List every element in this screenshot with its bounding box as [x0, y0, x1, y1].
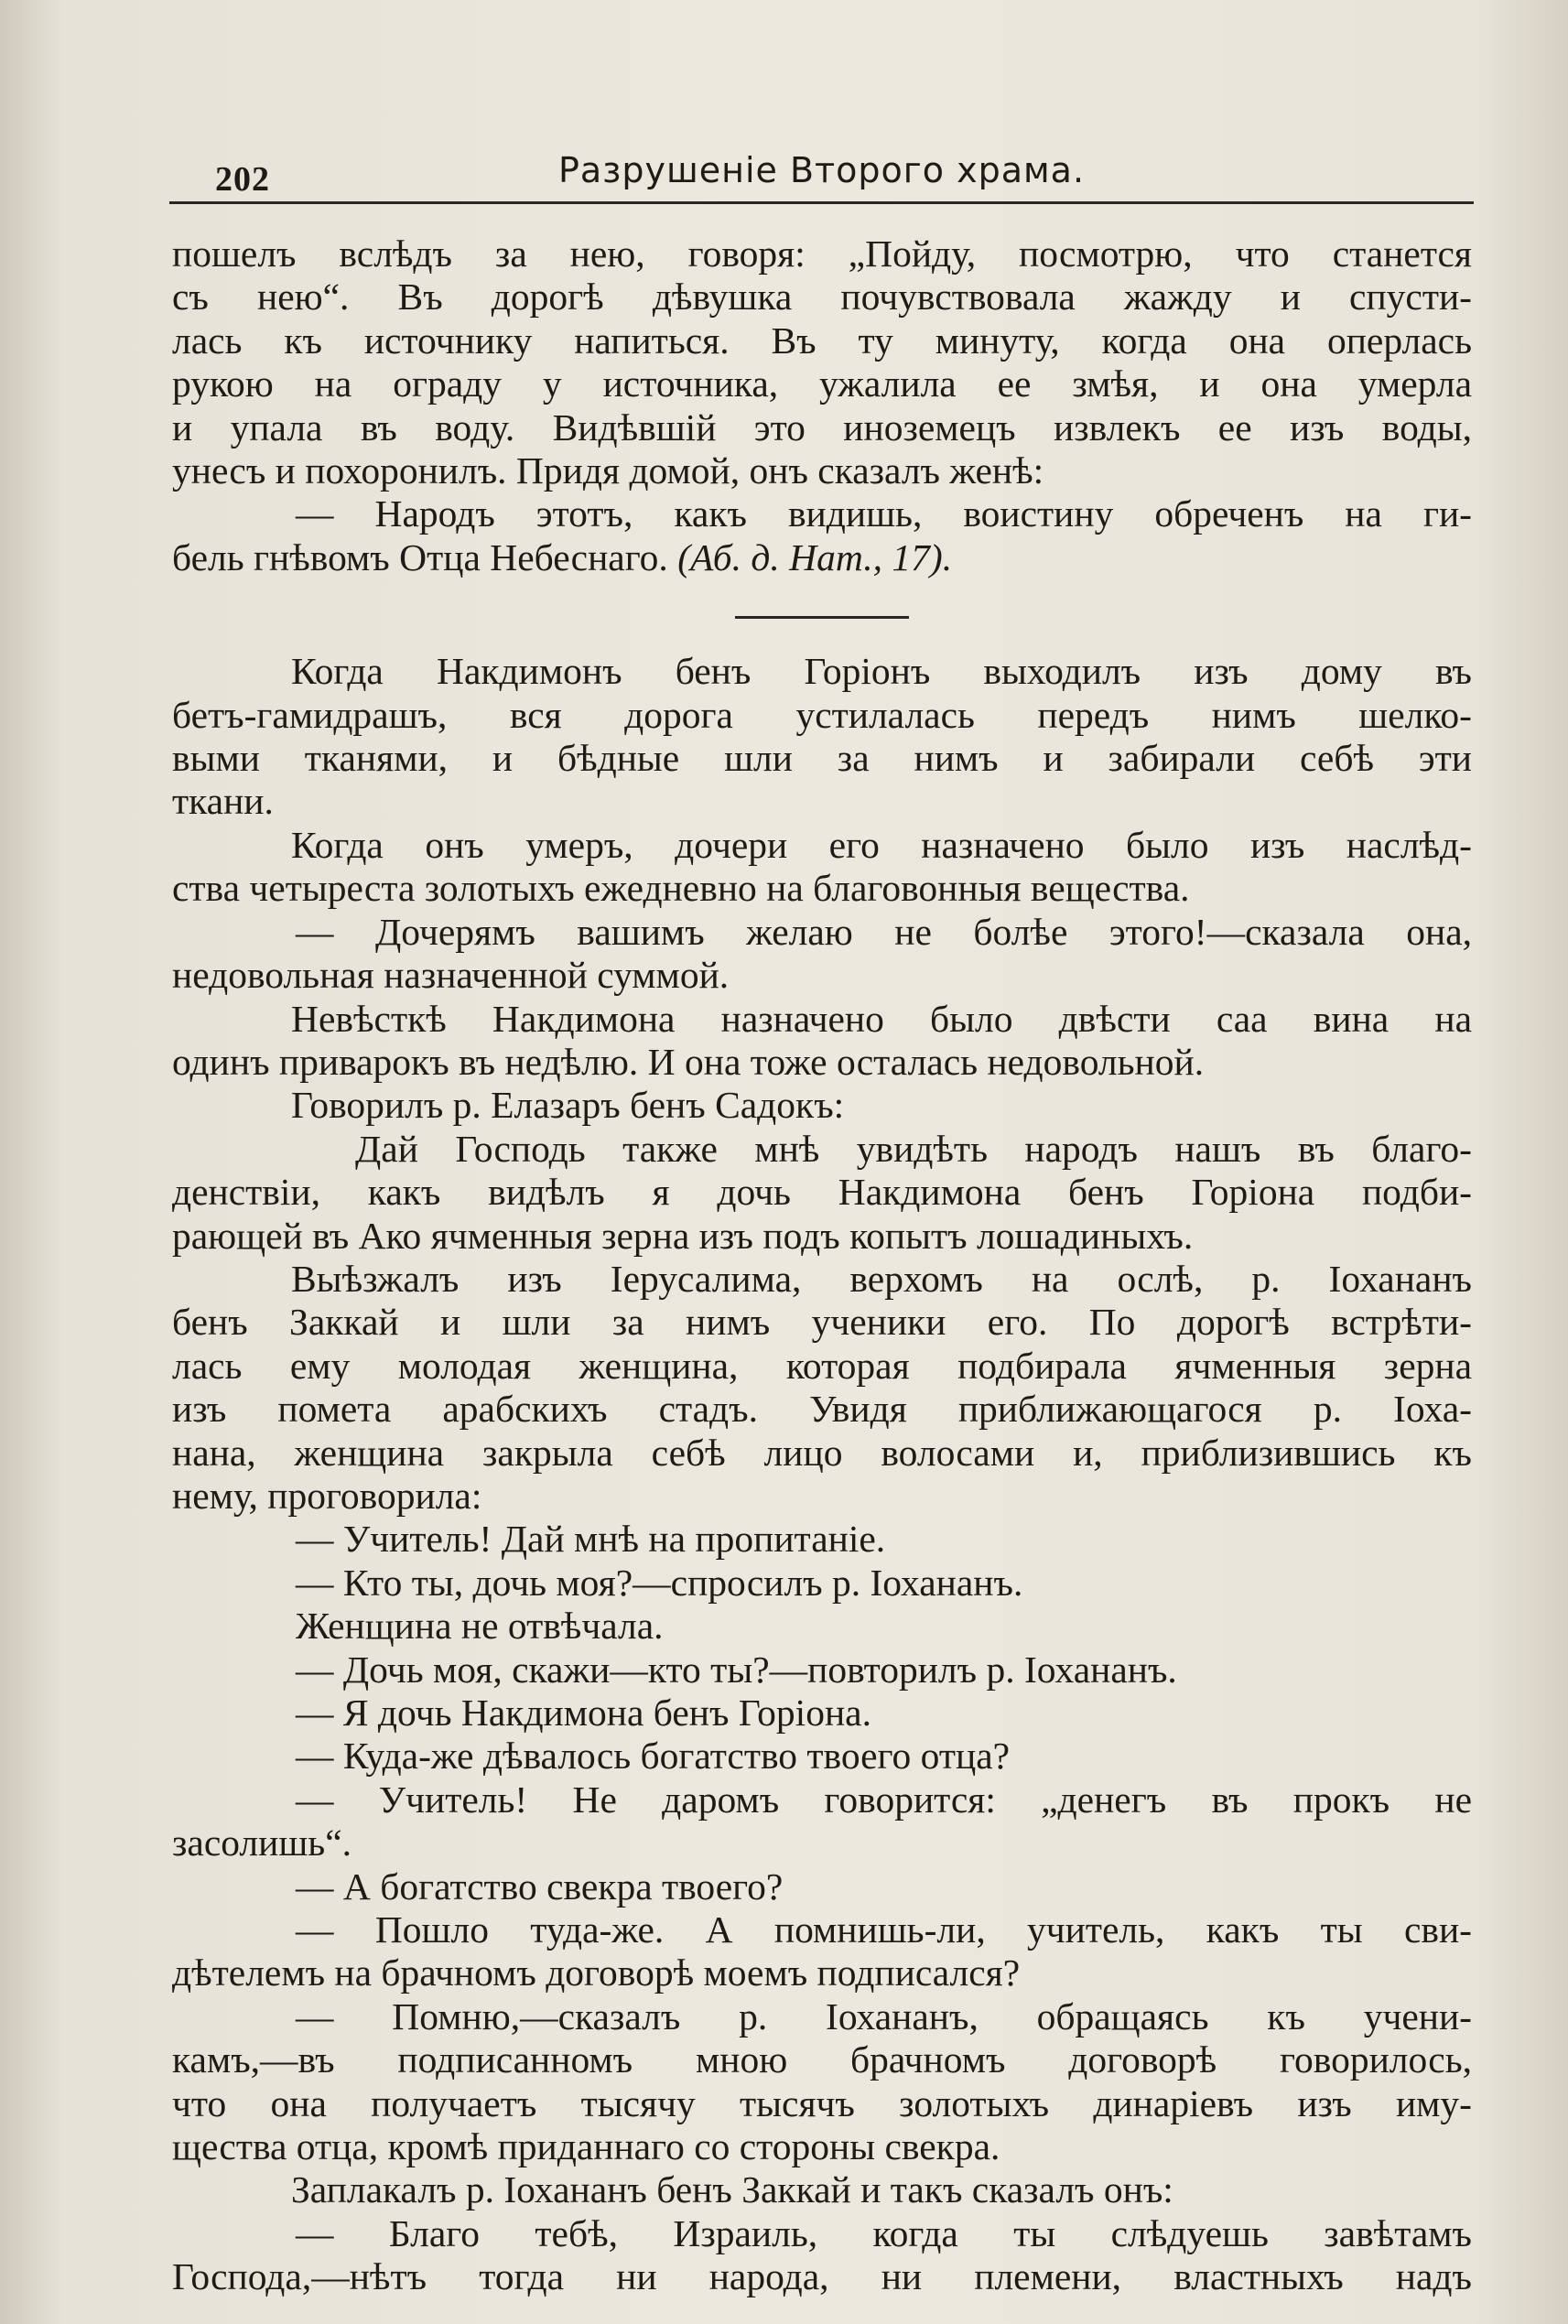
text-line — [172, 1995, 1472, 2038]
line-text: нему, проговорила: — [172, 1474, 482, 1517]
line-text: — Кто ты, дочь моя?—спросилъ р. Іохананъ. — [296, 1561, 1023, 1604]
text-line — [172, 1648, 1472, 1692]
line-text: лась къ источнику напиться. Въ ту минуту, когда она оперлась — [172, 319, 1472, 362]
line-text: Когда Накдимонъ бенъ Горіонъ выходилъ изъ дому въ — [291, 650, 1472, 693]
text-line — [172, 1951, 1472, 1994]
text-line — [172, 276, 1472, 319]
text-line — [172, 2168, 1472, 2211]
body-text — [172, 232, 1472, 2299]
text-line — [172, 1432, 1472, 1475]
line-text: — Дочерямъ вашимъ желаю не болѣе этого!—сказала она, — [296, 910, 1472, 953]
text-line — [172, 2082, 1472, 2125]
line-text: Невѣсткѣ Накдимона назначено было двѣсти саа вина на — [291, 997, 1472, 1040]
text-line — [172, 1865, 1472, 1908]
line-text: — Я дочь Накдимона бенъ Горіона. — [296, 1692, 871, 1734]
line-text: — Благо тебѣ, Израиль, когда ты слѣдуешь завѣтамъ — [296, 2211, 1472, 2254]
line-text: ства четыреста золотыхъ ежедневно на благовонныя вещества. — [172, 867, 1190, 910]
text-line — [172, 650, 1472, 693]
line-text: бетъ-гамидрашъ, вся дорога устилалась передъ нимъ шелко- — [172, 693, 1472, 736]
line-text: ткани. — [172, 780, 274, 823]
line-text: — Учитель! Дай мнѣ на пропитаніе. — [296, 1518, 886, 1561]
page-number: 202 — [215, 160, 270, 199]
line-text: Женщина не отвѣчала. — [296, 1605, 664, 1648]
text-line — [172, 1735, 1472, 1778]
text-section-2 — [172, 650, 1472, 2298]
line-text: бенъ Заккай и шли за нимъ ученики его. По дорогѣ встрѣти- — [172, 1301, 1472, 1344]
text-line — [172, 998, 1472, 1041]
text-line — [172, 1821, 1472, 1865]
text-line — [172, 319, 1472, 362]
line-text: Заплакалъ р. Іохананъ бенъ Заккай и такъ сказалъ онъ: — [291, 2168, 1173, 2211]
source-citation: (Аб. д. Нат., 17). — [677, 535, 953, 578]
text-line — [172, 737, 1472, 780]
text-line — [172, 1258, 1472, 1301]
running-title: Разрушеніе Второго храма. — [557, 150, 1086, 190]
line-text: Когда онъ умеръ, дочери его назначено было изъ наслѣд- — [291, 823, 1472, 866]
text-line — [172, 780, 1472, 823]
line-text: — Дочь моя, скажи—кто ты?—повторилъ р. Іохананъ. — [296, 1648, 1177, 1691]
line-text: — Пошло туда-же. А помнишь-ли, учитель, какъ ты сви- — [296, 1908, 1472, 1951]
line-text: камъ,—въ подписанномъ мною брачномъ договорѣ говорилось, — [172, 2038, 1472, 2081]
line-text: — Куда-же дѣвалось богатство твоего отца? — [296, 1735, 1011, 1778]
line-text: пошелъ вслѣдъ за нею, говоря: „Пойду, посмотрю, что станется — [172, 232, 1472, 275]
text-line — [172, 1388, 1472, 1431]
line-text: съ нею“. Въ дорогѣ дѣвушка почувствовала жажду и спусти- — [172, 276, 1472, 319]
line-text: выми тканями, и бѣдные шли за нимъ и забирали себѣ эти — [172, 737, 1472, 780]
line-text: Выѣзжалъ изъ Іерусалима, верхомъ на ослѣ, р. Іохананъ — [291, 1257, 1472, 1300]
text-line — [172, 1301, 1472, 1344]
line-text: засолишь“. — [172, 1821, 352, 1865]
line-text: изъ помета арабскихъ стадъ. Увидя приближающагося р. Іоха- — [172, 1388, 1472, 1431]
text-line — [172, 954, 1472, 997]
line-text: рукою на ограду у источника, ужалила ее змѣя, и она умерла — [172, 362, 1472, 405]
text-line — [172, 449, 1472, 492]
text-line — [172, 1605, 1472, 1648]
line-text: что она получаетъ тысячу тысячъ золотыхъ динаріевъ изъ иму- — [172, 2081, 1472, 2124]
text-line — [172, 1345, 1472, 1388]
line-text: лась ему молодая женщина, которая подбирала ячменныя зерна — [172, 1344, 1472, 1387]
text-line — [172, 1171, 1472, 1214]
line-text: Дай Господь также мнѣ увидѣть народъ нашъ въ благо- — [355, 1127, 1472, 1170]
line-text: и упала въ воду. Видѣвшій это иноземецъ извлекъ ее изъ воды, — [172, 405, 1472, 449]
text-line — [172, 694, 1472, 737]
text-line — [172, 1084, 1472, 1127]
text-line — [172, 536, 1472, 579]
text-line — [172, 911, 1472, 954]
line-text: нана, женщина закрыла себѣ лицо волосами и, приблизившись къ — [172, 1431, 1472, 1474]
text-line — [172, 1692, 1472, 1735]
text-line — [172, 362, 1472, 405]
text-section-1 — [172, 232, 1472, 579]
line-text: недовольная назначенной суммой. — [172, 954, 730, 997]
section-divider — [735, 616, 909, 619]
line-text: Господа,—нѣтъ тогда ни народа, ни племени, властныхъ надъ — [172, 2255, 1472, 2298]
line-text: — Учитель! Не даромъ говорится: „денегъ въ прокъ не — [296, 1778, 1472, 1821]
text-line — [172, 232, 1472, 276]
text-line — [172, 1215, 1472, 1258]
text-line — [172, 1041, 1472, 1084]
line-text: — Народъ этотъ, какъ видишь, воистину обреченъ на ги- — [296, 492, 1472, 535]
page-header — [169, 146, 1474, 204]
line-text: — Помню,—сказалъ р. Іохананъ, обращаясь къ учени- — [296, 1994, 1472, 2038]
text-line — [172, 824, 1472, 867]
line-text: — А богатство свекра твоего? — [296, 1865, 784, 1908]
line-text: унесъ и похоронилъ. Придя домой, онъ сказалъ женѣ: — [172, 449, 1044, 492]
text-line — [172, 867, 1472, 910]
text-line — [172, 1475, 1472, 1518]
line-text: бель гнѣвомъ Отца Небеснаго. — [172, 535, 668, 578]
line-text: одинъ приварокъ въ недѣлю. И она тоже осталась недовольной. — [172, 1040, 1205, 1083]
line-text: щества отца, кромѣ приданнаго со стороны свекра. — [172, 2125, 1000, 2168]
text-line — [172, 1518, 1472, 1561]
text-line — [172, 2255, 1472, 2298]
text-line — [172, 2038, 1472, 2081]
line-text: рающей въ Ако ячменныя зерна изъ подъ копытъ лошадиныхъ. — [172, 1214, 1194, 1257]
line-text: дѣтелемъ на брачномъ договорѣ моемъ подписался? — [172, 1951, 1021, 1994]
text-line — [172, 492, 1472, 535]
text-line — [172, 1562, 1472, 1605]
text-line — [172, 1128, 1472, 1171]
line-text: денствіи, какъ видѣлъ я дочь Накдимона бенъ Горіона подби- — [172, 1171, 1472, 1214]
text-line — [172, 1908, 1472, 1951]
text-line — [172, 1778, 1472, 1821]
line-text: Говорилъ р. Елазаръ бенъ Садокъ: — [291, 1084, 845, 1127]
text-line — [172, 406, 1472, 449]
text-line — [172, 2125, 1472, 2168]
text-line — [172, 2212, 1472, 2255]
